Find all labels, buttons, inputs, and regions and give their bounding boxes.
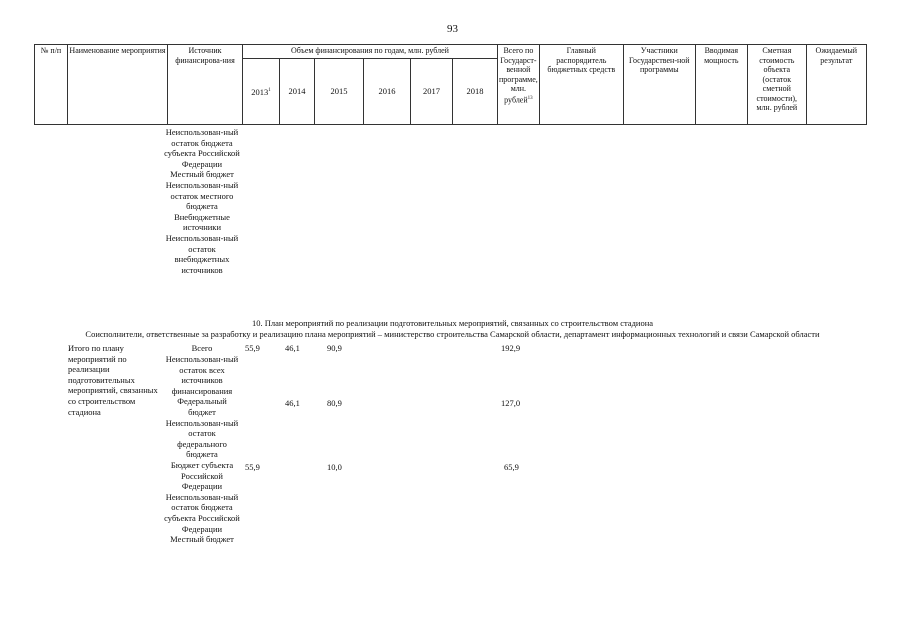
source-row: Неиспользован-ный остаток федерального бюджета: [165, 417, 239, 460]
header-year-2015: 2015: [315, 59, 364, 125]
value-total-federal: 127,0: [501, 398, 521, 408]
header-source: Источник финансирова-ния: [168, 45, 243, 125]
section-subtitle: Соисполнители, ответственные за разработку и реализацию плана мероприятий – министерство строительства Самарской области, департамент информационных технологий и связи Самарской области: [85, 329, 820, 339]
header-name: Наименование мероприятия: [68, 45, 168, 125]
page-number: 93: [447, 23, 458, 35]
value-2014-federal: 46,1: [285, 398, 300, 408]
source-row: Неиспользован-ный остаток бюджета субъекта Российской Федерации: [164, 491, 240, 534]
header-year-2013: 2013$^1$: [243, 59, 280, 125]
header-num: № п/п: [35, 45, 68, 125]
continuation-source: Внебюджетные источники: [174, 211, 230, 233]
header-participants: Участники Государствен-ной программы: [623, 45, 695, 125]
continuation-source-list: [164, 127, 240, 275]
header-year-2014: 2014: [280, 59, 315, 125]
continuation-source: Местный бюджет: [170, 169, 234, 180]
header-result: Ожидаемый результат: [806, 45, 866, 125]
plan-item-name: Итого по плану мероприятий по реализации подготовительных мероприятий, связанных со строительством стадиона: [68, 343, 158, 417]
plan-source-list: [164, 343, 240, 545]
header-capacity: Вводимая мощность: [695, 45, 747, 125]
header-year-2016: 2016: [364, 59, 411, 125]
source-row: Местный бюджет: [170, 534, 234, 545]
value-2015-regional: 10,0: [327, 462, 342, 472]
header-manager: Главный распорядитель бюджетных средств: [539, 45, 623, 125]
header-cost: Сметная стоимость объекта (остаток сметной стоимости), млн. рублей: [747, 45, 806, 125]
header-year-2018: 2018: [453, 59, 498, 125]
value-2015-total: 90,9: [327, 343, 342, 353]
continuation-source: Неиспользован-ный остаток бюджета субъекта Российской Федерации: [164, 127, 240, 169]
value-2013-regional: 55,9: [245, 462, 260, 472]
table-header: [34, 44, 867, 125]
continuation-source: Неиспользован-ный остаток местного бюджета: [165, 179, 239, 212]
source-row: Неиспользован-ный остаток всех источников финансирования: [165, 354, 239, 396]
header-total: Всего по Государст-венной программе, млн. рублей$^{13}$: [498, 45, 540, 125]
source-row: Бюджет субъекта Российской Федерации: [170, 459, 234, 492]
continuation-source: Неиспользован-ный остаток внебюджетных источников: [165, 232, 239, 275]
header-year-2017: 2017: [411, 59, 453, 125]
value-2015-federal: 80,9: [327, 398, 342, 408]
source-total: Всего: [191, 343, 213, 353]
value-total-total: 192,9: [501, 343, 521, 353]
source-row: Федеральный бюджет: [177, 396, 227, 417]
header-volume: Объем финансирования по годам, млн. рублей: [243, 45, 498, 59]
section-title: 10. План мероприятий по реализации подготовительных мероприятий, связанных со строительством стадиона: [251, 318, 654, 328]
value-2014-total: 46,1: [285, 343, 300, 353]
value-2013-total: 55,9: [245, 343, 260, 353]
value-total-regional: 65,9: [504, 462, 519, 472]
